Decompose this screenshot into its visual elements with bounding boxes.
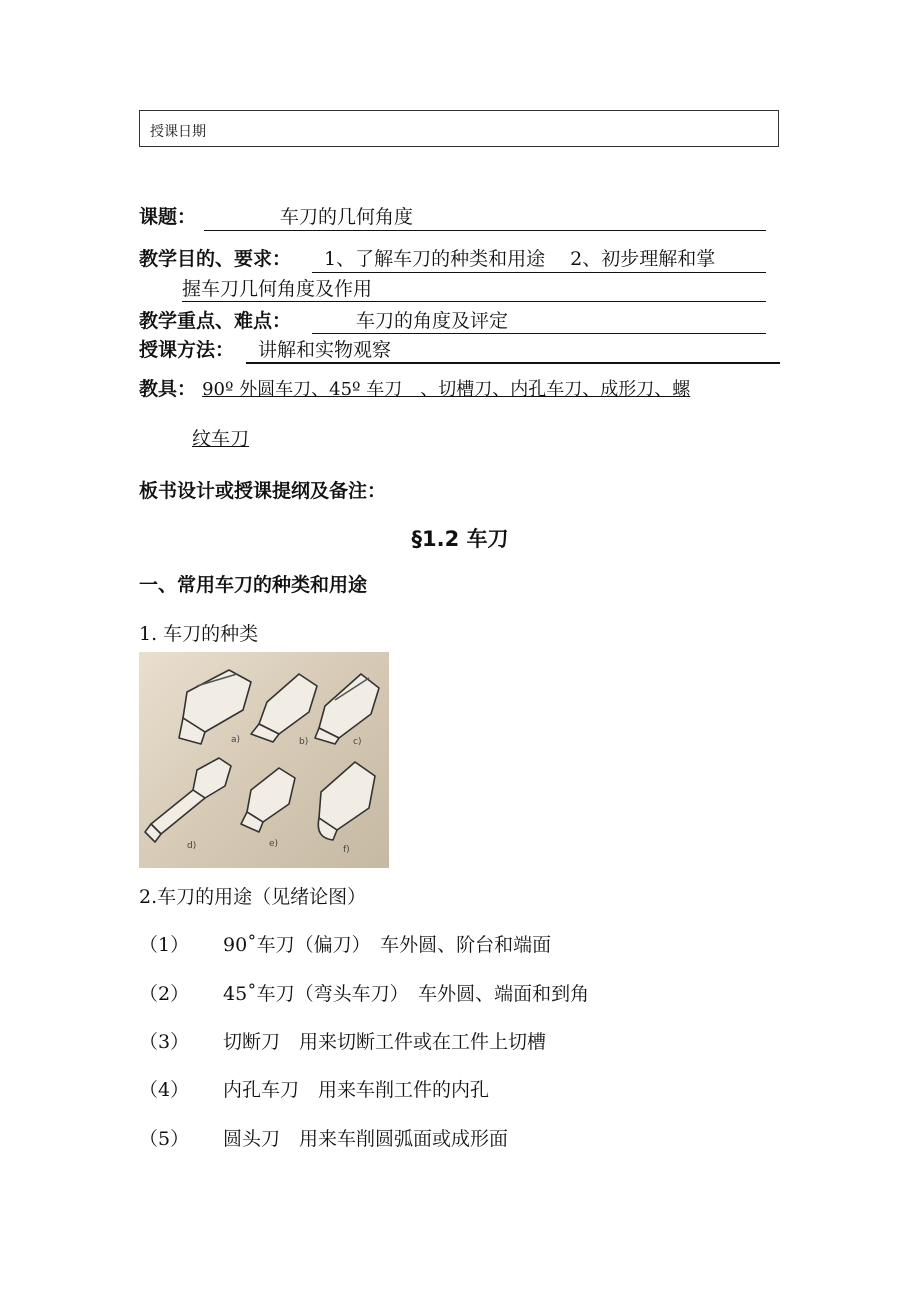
list-item — [139, 1124, 739, 1151]
topic-label: 课题： — [139, 206, 197, 228]
tools-line-1: 90º 外圆车刀、45º 车刀 、切槽刀、内孔车刀、成形刀、螺 — [202, 379, 691, 400]
subsection-1: 1. 车刀的种类 — [139, 623, 259, 645]
method-label: 授课方法： — [139, 339, 235, 361]
list-item — [139, 1075, 739, 1102]
item-text: 切断刀 用来切断工件或在工件上切槽 — [223, 1031, 547, 1053]
lesson-date-box — [139, 110, 779, 147]
item-text: 圆头刀 用来车削圆弧面或成形面 — [223, 1128, 509, 1150]
topic-row — [139, 205, 196, 229]
turning-tools-photo — [139, 652, 389, 868]
subsection-2: 2.车刀的用途（见绪论图） — [139, 886, 367, 908]
tools-row — [139, 377, 690, 402]
list-item — [139, 930, 739, 957]
item-text: 45˚车刀（弯头车刀） 车外圆、端面和到角 — [223, 983, 590, 1005]
item-text: 内孔车刀 用来车削工件的内孔 — [223, 1079, 490, 1101]
goal-line-1: 1、了解车刀的种类和用途 2、初步理解和掌 — [324, 248, 716, 270]
tools-label: 教具： — [139, 378, 197, 400]
goal-label: 教学目的、要求： — [139, 248, 292, 270]
turning-tools-illustration — [139, 652, 389, 868]
caption-a: a) — [231, 735, 241, 745]
item-number: （1） — [139, 934, 190, 956]
method-value: 讲解和实物观察 — [258, 339, 392, 361]
topic-value: 车刀的几何角度 — [280, 206, 414, 228]
item-number: （2） — [139, 983, 190, 1005]
section-title: §1.2 车刀 — [411, 527, 509, 551]
item-number: （4） — [139, 1079, 190, 1101]
tools-line-2: 纹车刀 — [192, 428, 250, 450]
caption-f: f) — [343, 845, 350, 855]
lesson-date-label: 授课日期 — [150, 124, 206, 140]
item-text: 90˚车刀（偏刀） 车外圆、阶台和端面 — [223, 934, 552, 956]
method-row — [139, 338, 234, 362]
item-number: （5） — [139, 1128, 190, 1150]
caption-e: e) — [269, 839, 279, 849]
goal-line-2: 握车刀几何角度及作用 — [182, 278, 373, 300]
board-design-label: 板书设计或授课提纲及备注： — [139, 480, 387, 502]
item-number: （3） — [139, 1031, 190, 1053]
caption-b: b) — [299, 737, 309, 747]
caption-d: d) — [187, 841, 197, 851]
list-item — [139, 979, 739, 1006]
focus-value: 车刀的角度及评定 — [356, 310, 509, 332]
part1-heading: 一、常用车刀的种类和用途 — [139, 574, 368, 596]
caption-c: c) — [353, 737, 362, 747]
goal-row — [139, 247, 291, 271]
list-item — [139, 1027, 739, 1054]
focus-row — [139, 309, 291, 333]
focus-label: 教学重点、难点： — [139, 310, 292, 332]
